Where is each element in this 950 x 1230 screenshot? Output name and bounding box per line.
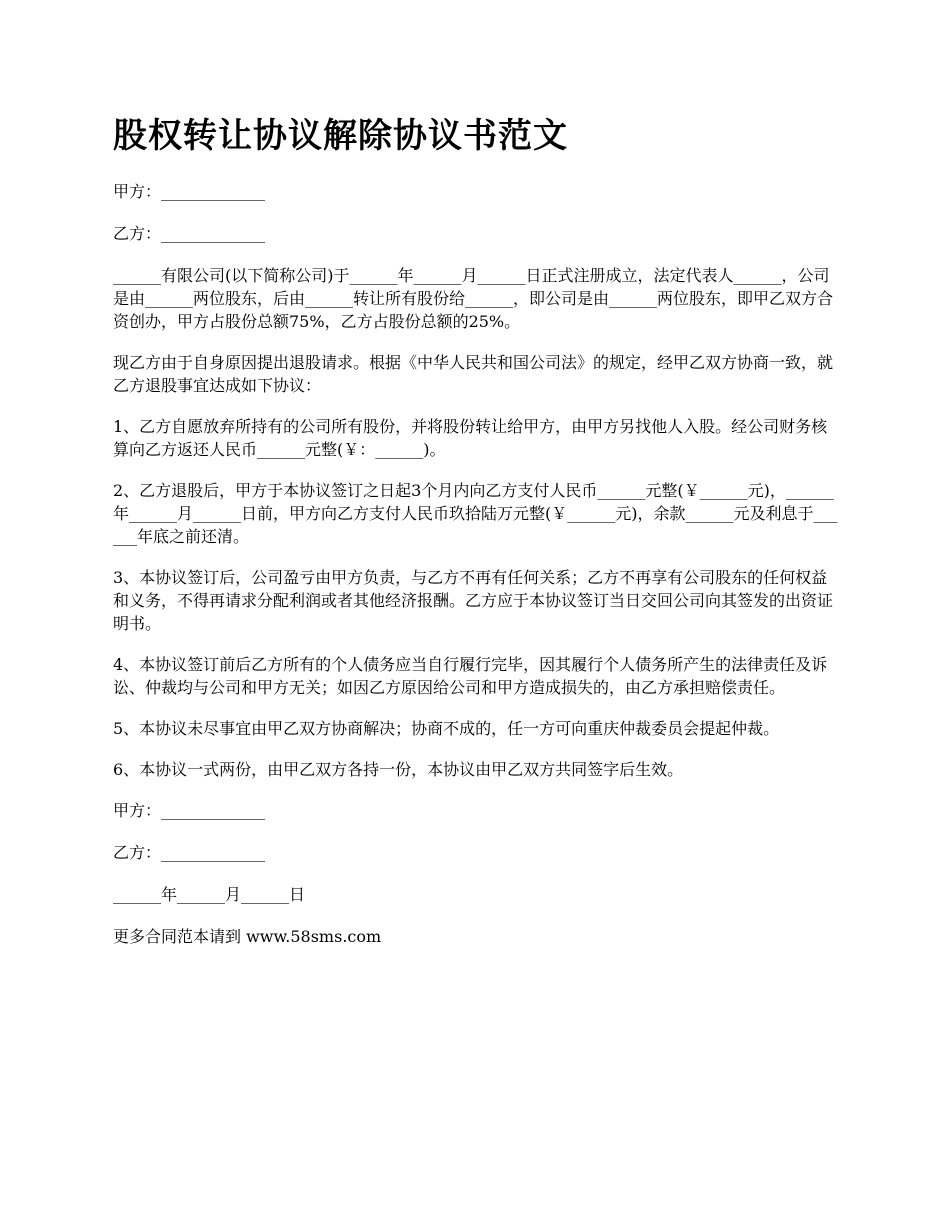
document-title: 股权转让协议解除协议书范文 (113, 116, 568, 156)
footer-link-text: 更多合同范本请到 www.58sms.com (113, 927, 382, 946)
party-b-signature: 乙方：_____________ (113, 843, 266, 862)
clause-5: 5、本协议未尽事宜由甲乙双方协商解决；协商不成的，任一方可向重庆仲裁委员会提起仲裁。 (113, 719, 780, 738)
intro-paragraph: ______有限公司(以下简称公司)于______年______月______日正式注册成立，法定代表人______，公司是由______两位股东，后由______转让所有股份给______，即公司是由______两位股东，即甲乙双方合资创办，甲方占股份总额75%，乙方占股份总额的25%。 (113, 266, 834, 331)
party-a-signature: 甲方：_____________ (113, 801, 266, 820)
clause-4: 4、本协议签订前后乙方所有的个人债务应当自行履行完毕，因其履行个人债务所产生的法律责任及诉讼、仲裁均与公司和甲方无关；如因乙方原因给公司和甲方造成损失的，由乙方承担赔偿责任。 (113, 655, 828, 697)
party-a-header: 甲方：_____________ (113, 182, 266, 201)
preamble-paragraph: 现乙方由于自身原因提出退股请求。根据《中华人民共和国公司法》的规定，经甲乙双方协商一致，就乙方退股事宜达成如下协议： (113, 353, 834, 395)
date-line: ______年______月______日 (113, 885, 306, 904)
clause-2: 2、乙方退股后，甲方于本协议签订之日起3个月内向乙方支付人民币______元整(￥______元)，______年______月______日前，甲方向乙方支付人民币玖拾陆万元整(￥______元)，余款______元及利息于______年底之前还清。 (113, 481, 838, 546)
party-b-header: 乙方：_____________ (113, 224, 266, 243)
clause-1: 1、乙方自愿放弃所持有的公司所有股份，并将股份转让给甲方，由甲方另找他人入股。经公司财务核算向乙方返还人民币______元整(￥：______)。 (113, 417, 828, 459)
clause-6: 6、本协议一式两份，由甲乙双方各持一份，本协议由甲乙双方共同签字后生效。 (113, 760, 684, 779)
clause-3: 3、本协议签订后，公司盈亏由甲方负责，与乙方不再有任何关系；乙方不再享有公司股东的任何权益和义务，不得再请求分配利润或者其他经济报酬。乙方应于本协议签订当日交回公司向其签发的出资证明书。 (113, 568, 834, 633)
document-page (113, 112, 843, 966)
